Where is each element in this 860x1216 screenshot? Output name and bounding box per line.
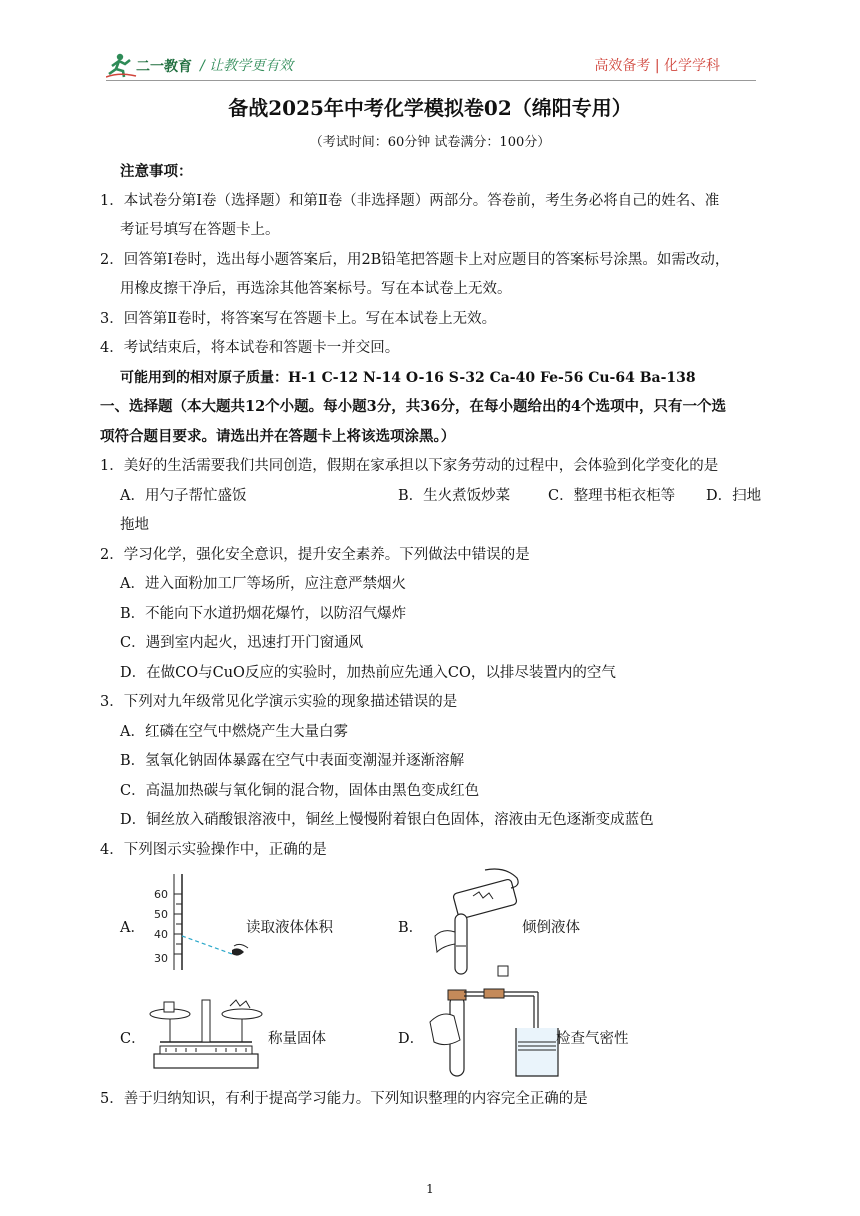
option-b: B．不能向下水道扔烟花爆竹，以防沼气爆炸 [120, 606, 407, 622]
tick-label: 60 [154, 888, 168, 901]
exam-info: （考试时间：60分钟 试卷满分：100分） [309, 135, 551, 150]
header-divider [106, 80, 756, 81]
runner-icon [106, 52, 196, 80]
note-item: 3．回答第Ⅱ卷时，将答案写在答题卡上。写在本试卷上无效。 [100, 311, 497, 327]
tick-label: 40 [154, 928, 168, 941]
option-c: C．高温加热碳与氧化铜的混合物，固体由黑色变成红色 [120, 783, 480, 799]
option-b: B．生火煮饭炒菜 [398, 488, 511, 504]
figure-c-letter: C． [120, 1031, 146, 1047]
question-stem: 1．美好的生活需要我们共同创造，假期在家承担以下家务劳动的过程中，会体验到化学变化的是 [100, 458, 719, 474]
question-stem: 4．下列图示实验操作中，正确的是 [100, 842, 327, 858]
figure-a-label: 读取液体体积 [246, 920, 333, 936]
note-item: 4．考试结束后，将本试卷和答题卡一并交回。 [100, 340, 400, 356]
brand-logo [106, 52, 192, 78]
cylinder-reading-figure [140, 872, 260, 972]
figure-b-letter: B． [398, 920, 424, 936]
figure-d-label: 检查气密性 [556, 1031, 629, 1047]
tick-label: 50 [154, 908, 168, 921]
section-heading-cont: 项符合题目要求。请选出并在答题卡上将该选项涂黑。） [100, 428, 456, 445]
note-item: 2．回答第Ⅰ卷时，选出每小题答案后，用2B铅笔把答题卡上对应题目的答案标号涂黑。如需改动， [100, 252, 730, 268]
notes-heading: 注意事项： [120, 163, 193, 180]
atomic-masses: 可能用到的相对原子质量：H-1 C-12 N-14 O-16 S-32 Ca-40 Fe-56 Cu-64 Ba-138 [120, 370, 696, 386]
option-c: C．整理书柜衣柜等 [548, 488, 676, 504]
option-d: D．扫地 [706, 488, 762, 504]
section-heading: 一、选择题（本大题共12个小题。每小题3分，共36分，在每小题给出的4个选项中，只有一个选 [100, 398, 727, 415]
option-b: B．氢氧化钠固体暴露在空气中表面变潮湿并逐渐溶解 [120, 753, 465, 769]
header-slogan: / 让教学更有效 [200, 58, 294, 74]
option-a: A．用勺子帮忙盛饭 [120, 488, 247, 504]
question-stem: 2．学习化学，强化安全意识，提升安全素养。下列做法中错误的是 [100, 547, 530, 563]
svg-text:二一教育: 二一教育 [136, 59, 192, 75]
balance-figure [146, 990, 266, 1072]
option-a: A．进入面粉加工厂等场所，应注意严禁烟火 [120, 576, 406, 592]
airtightness-figure [420, 962, 570, 1080]
option-a: A．红磷在空气中燃烧产生大量白雾 [120, 724, 348, 740]
note-item: 考证号填写在答题卡上。 [120, 222, 280, 238]
question-stem: 3．下列对九年级常见化学演示实验的现象描述错误的是 [100, 694, 458, 710]
page-number: 1 [426, 1182, 434, 1196]
header-subject: 高效备考 | 化学学科 [594, 58, 720, 74]
figure-c-label: 称量固体 [268, 1031, 326, 1047]
option-d: D．在做CO与CuO反应的实验时，加热前应先通入CO，以排尽装置内的空气 [120, 665, 616, 681]
tick-label: 30 [154, 952, 168, 965]
figure-d-letter: D． [398, 1031, 425, 1047]
option-d-cont: 拖地 [120, 517, 149, 533]
figure-b-label: 倾倒液体 [522, 920, 580, 936]
figure-a-letter: A． [120, 920, 145, 936]
option-c: C．遇到室内起火，迅速打开门窗通风 [120, 635, 364, 651]
note-item: 用橡皮擦干净后，再选涂其他答案标号。写在本试卷上无效。 [120, 281, 512, 297]
option-d: D．铜丝放入硝酸银溶液中，铜丝上慢慢附着银白色固体，溶液由无色逐渐变成蓝色 [120, 812, 654, 828]
note-item: 1．本试卷分第Ⅰ卷（选择题）和第Ⅱ卷（非选择题）两部分。答卷前，考生务必将自己的姓名、准 [100, 193, 720, 209]
page-title: 备战2025年中考化学模拟卷02（绵阳专用） [228, 96, 632, 120]
question-stem: 5．善于归纳知识，有利于提高学习能力。下列知识整理的内容完全正确的是 [100, 1091, 588, 1107]
